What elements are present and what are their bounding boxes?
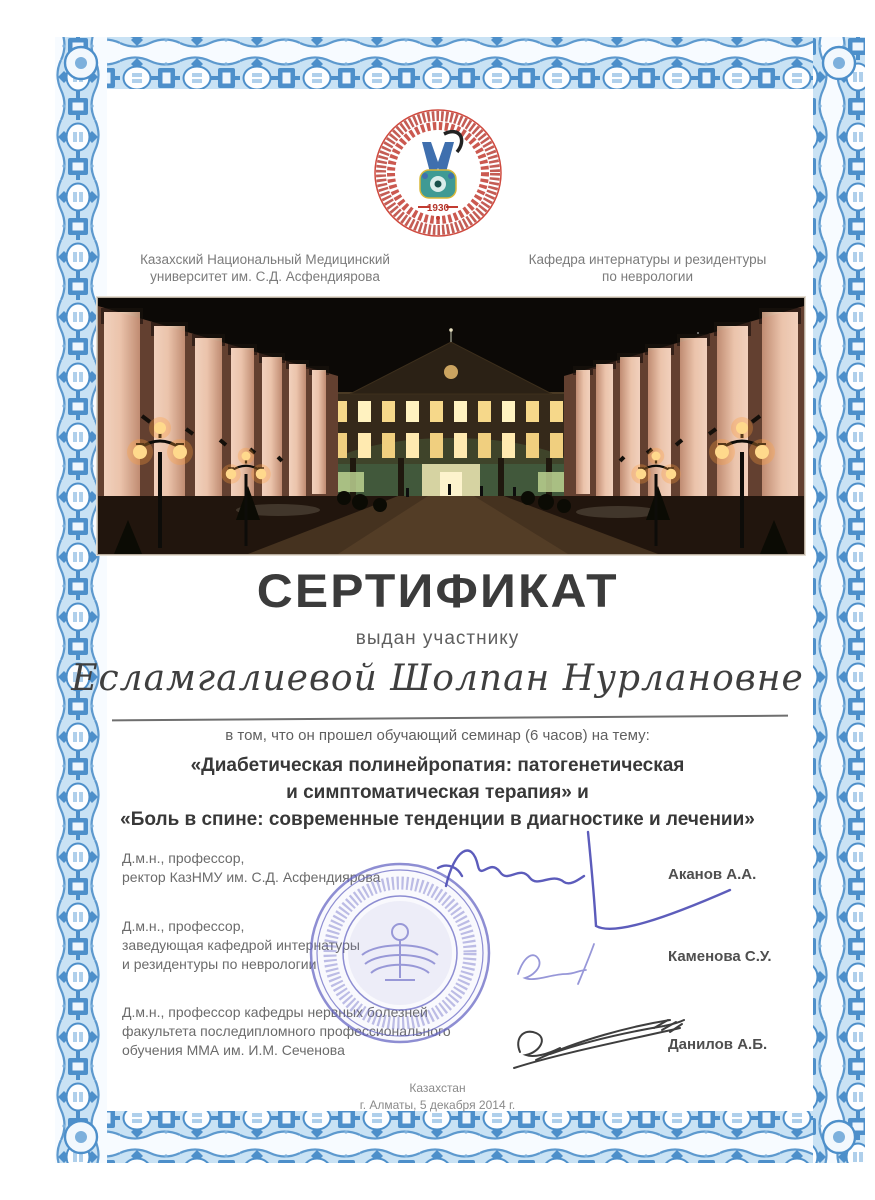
logo-year: 1930: [426, 203, 450, 214]
footer-place-date: г. Алматы, 5 декабря 2014 г.: [359, 1098, 516, 1112]
signatory-role-3-line3: обучения ММА им. И.М. Сеченова: [122, 1042, 345, 1058]
university-logo: [372, 106, 504, 240]
signature-danilov: [514, 1020, 684, 1068]
signatory-role-3-line1: Д.м.н., профессор кафедры нервных болезней: [122, 1004, 428, 1020]
signatory-name-3: Данилов А.Б.: [668, 1036, 768, 1053]
seminar-topic: [0, 752, 875, 833]
seminar-topic-line2: и симптоматическая терапия» и: [286, 782, 589, 803]
page-title: СЕРТИФИКАТ: [256, 564, 619, 617]
footer: [0, 1080, 875, 1114]
signatory-role-2-line1: Д.м.н., профессор,: [122, 918, 245, 934]
signature-kamenova: [518, 944, 594, 984]
university-name: [110, 251, 420, 285]
recipient-name-wrap: [0, 658, 875, 699]
campus-photo: [97, 297, 805, 555]
signatory-name-2: Каменова С.У.: [668, 948, 772, 965]
signatory-role-2-line3: и резидентуры по неврологии: [122, 956, 317, 972]
signatory-role-2-line2: заведующая кафедрой интернатуры: [122, 937, 360, 953]
signatory-role-3-line2: факультета последипломного профессионального: [122, 1023, 451, 1039]
department-name-line1: Кафедра интернатуры и резидентуры: [528, 252, 767, 267]
university-name-line1: Казахский Национальный Медицинский: [140, 252, 390, 267]
signature-akanov: [438, 832, 730, 929]
signatory-role-1-line2: ректор КазНМУ им. С.Д. Асфендиярова: [122, 869, 381, 885]
seminar-topic-line1: «Диабетическая полинейропатия: патогенетическая: [190, 755, 685, 776]
department-name: [505, 251, 790, 285]
statement-text: в том, что он прошел обучающий семинар (6 часов) на тему:: [225, 727, 650, 744]
seminar-topic-line3: «Боль в спине: современные тенденции в диагностике и лечении»: [120, 809, 755, 830]
signatory-role-1-line1: Д.м.н., профессор,: [122, 850, 245, 866]
signatures-overlay: [418, 828, 748, 1078]
university-name-line2: университет им. С.Д. Асфендиярова: [150, 269, 380, 284]
footer-country: Казахстан: [409, 1081, 466, 1095]
signatory-name-1: Аканов А.А.: [668, 866, 757, 883]
recipient-name: Есламгалиевой Шолпан Нурлановне: [71, 658, 804, 699]
certificate-subtitle: выдан участнику: [355, 628, 520, 649]
certificate-title-wrap: [0, 563, 875, 618]
department-name-line2: по неврологии: [602, 269, 693, 284]
